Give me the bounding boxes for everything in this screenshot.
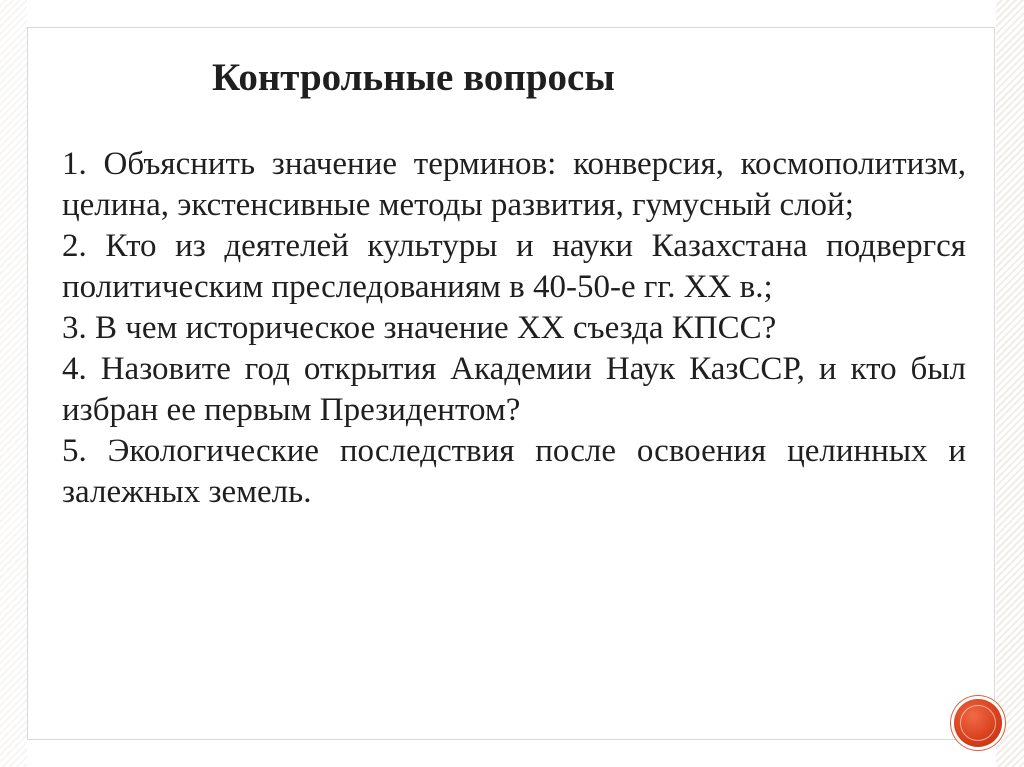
questions-list — [62, 144, 966, 513]
question-item-5: 5. Экологические последствия после освоения целинных и залежных земель. — [62, 433, 966, 510]
question-item-2: 2. Кто из деятелей культуры и науки Казахстана подвергся политическим преследованиям в 40-50-е гг. XX в.; — [62, 228, 966, 305]
slide-number-badge-icon — [954, 699, 1002, 747]
question-item-1: 1. Объяснить значение терминов: конверсия, космополитизм, целина, экстенсивные методы развития, гумусный слой; — [62, 146, 966, 223]
question-item-4: 4. Назовите год открытия Академии Наук КазССР, и кто был избран ее первым Президентом? — [62, 351, 966, 428]
decorative-left-pattern — [0, 0, 27, 767]
decorative-right-pattern — [996, 0, 1024, 767]
question-item-3: 3. В чем историческое значение XX съезда КПСС? — [62, 310, 777, 346]
slide-title: Контрольные вопросы — [212, 56, 615, 99]
